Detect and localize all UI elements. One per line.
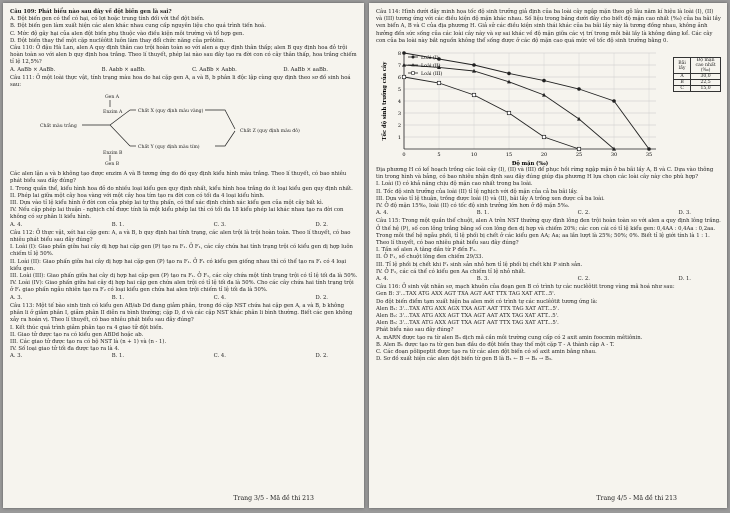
question-113: Câu 113: Một tế bào sinh tinh có kiểu gen AB/ab Dd đang giảm phân, trong đó cặp NST chứa hai cặp gen A, a và B, b không phân li ở giảm phân I, giảm phân II diễn ra bình thường; cặp D, d và các cặp NST khác phân li bình thường. Biết các gen không xảy ra hoán vị. Theo lí thuyết, có bao nhiêu phát biểu sau đây đúng?	[10, 302, 353, 324]
legend-marker	[412, 56, 415, 59]
y-tick-label: 7	[397, 62, 401, 69]
data-point	[577, 87, 581, 91]
q109-option-a: A. Đột biến gen có thể có hại, có lợi hoặc trung tính đối với thể đột biến.	[10, 16, 205, 23]
q111-body-3: III. Dựa vào tỉ lệ kiểu hình ở đời con của phép lai tự thụ phấn, có thể xác định chính xác kiểu gen của một cây bất kì.	[10, 200, 324, 207]
table-cell: 22,5	[691, 80, 721, 86]
x-tick-label: 35	[645, 152, 653, 159]
enzim-b-label: Enzim B	[103, 151, 123, 157]
data-point	[472, 93, 475, 96]
question-115: Câu 115: Trong một quần thể chuột, alen A trên NST thường quy định lông đen trội hoàn toàn so với alen a quy định lông trắng. Ở thế hệ (P), số con lông trắng bằng số con lông đen dị hợp và chiếm 20%; các con cái có tỉ lệ kiểu gen: 0,4AA : 0,4Aa : 0,2aa. Trong mỗi thế hệ ngẫu phối, tỉ lệ phối bị chết ở các kiểu gen AA; Aa; aa lần lượt là 25%; 50%; 0%. Biết tỉ lệ giới tính là 1 : 1. Theo lí thuyết, có bao nhiêu phát biểu sau đây đúng?	[376, 218, 721, 247]
legend-label: Loài (I)	[421, 55, 439, 61]
q114-option-a: A. 4.	[376, 210, 389, 217]
q114-body-2: II. Tốc độ sinh trưởng của loài (II) tỉ lệ nghịch với độ mặn của cả ba bãi lầy.	[376, 188, 578, 195]
q114-option-b: B. 1.	[476, 210, 490, 217]
y-to-z	[215, 131, 235, 146]
gen-b-label: Gen B	[105, 162, 120, 168]
data-point	[542, 135, 545, 138]
x-tick-label: 20	[540, 152, 548, 159]
branch-to-y	[110, 125, 130, 146]
y-tick-label: 6	[397, 74, 401, 81]
q112-option-b: B. 1.	[111, 294, 125, 301]
question-114: Câu 114: Hình dưới đây minh họa tốc độ sinh trưởng giả định của ba loài cây ngập mặn theo gỗ lâu năm kí hiệu là loài (I), (II) và (III) tương ứng với các điều kiện độ mặn khác nhau. Số liệu trong bảng dưới đây cho biết độ mặn cao nhất (‰) của ba bãi lầy ven biển A, B và C của địa phương H. Giả sử các điều kiện sinh thái khác của ba bãi lầy này là tương đồng nhau, không ảnh hưởng đến sức sống của các loài cây này và sự sai khác về độ mặn giữa các vị trí trong mỗi bãi lầy là không đáng kể. Các cây con của ba loài này bắt nguồn không thể sống được ở các độ mặn cao quá mức về tốc độ sinh trưởng bằng 0.	[376, 9, 721, 44]
q115-option-d: D. 1.	[678, 276, 691, 283]
enzim-a-label: Enzim A	[103, 110, 123, 116]
data-point	[542, 79, 546, 83]
q115-body-2: III. Tỉ lệ phối bị chết khi F₁ sinh sản nhỏ hơn tỉ lệ phối bị chết khi P sinh sản.	[376, 261, 583, 268]
q109-option-d: D. Đột biến thay thế một cặp nuclêôtit luôn làm thay đổi chức năng của prôtêin.	[10, 37, 225, 44]
q111-option-b: B. 1.	[111, 221, 125, 228]
q116-body-5: Phát biểu nào sau đây đúng?	[376, 327, 454, 334]
q114-body-3: III. Dựa vào tỉ lệ thuận, trồng được loài (I) và (II), bãi lầy A trồng xen được cả ba loài.	[376, 195, 605, 202]
data-point	[402, 75, 405, 78]
q112-body-3: IV. Loài (IV): Giao phấn giữa hai cây dị hợp hai cặp gen chứa alen trội có tỉ lệ tối đa là 50%. Cho các cây chứa hai tính trạng trội ở F₁ giao phấn ngẫu nhiên tạo ra F₂ có loại kiểu gen chứa hai alen trội chiếm tỉ lệ tối đa là 50%.	[10, 280, 354, 294]
y-axis-label: Tốc độ sinh trưởng của cây	[382, 61, 388, 141]
q110-option-c: C. AaBb × Aabb.	[192, 66, 237, 73]
left-page	[3, 3, 364, 508]
chat-z-label: Chất Z (quy định màu đỏ)	[240, 129, 300, 135]
x-tick-label: 5	[437, 152, 441, 159]
q114-option-d: D. 3.	[678, 210, 691, 217]
q112-option-a: A. 3.	[10, 294, 23, 301]
q116-body-0: Gen B: 3'...TAX ATG AXX AGT TXA AGT AAT TTX TAG XAT ATT...5'.	[376, 291, 556, 298]
table-cell: 15,0	[691, 86, 721, 92]
q116-body-3: Alen B₂: 3'...TAX ATG AXX AGT TXA AGT AAT ATX TAG XAT ATT...5'.	[376, 313, 559, 320]
y-tick-label: 8	[397, 50, 401, 57]
q114-body-0: Địa phương H có kế hoạch trồng các loài cây (I), (II) và (III) để phục hồi rừng ngập mặn ở ba bãi lầy A, B và C. Dựa vào thông tin trong hình và bảng, có bao nhiêu nhận định sau đây đúng giúp địa phương H lựa chọn các loài cây này cho phù hợp?	[376, 167, 714, 181]
table-header-site: Bãi lầy	[674, 58, 691, 74]
y-tick-label: 5	[397, 86, 401, 93]
q109-option-b: B. Đột biến gen làm xuất hiện các alen khác nhau cung cấp nguyên liệu cho quá trình tiến hoá.	[10, 23, 266, 30]
question-109: Câu 109: Phát biểu nào sau đây về đột biến gen là sai?	[10, 9, 172, 15]
data-point	[472, 63, 476, 67]
q113-body-3: IV. Số loại giao tử tối đa được tạo ra là 4.	[10, 346, 120, 353]
q112-body-1: II. Loài (II): Giao phấn giữa hai cây dị hợp hai cặp gen (P) tạo ra F₁. Ở F₁ có kiểu gen giống nhau thì có thể tạo ra F₁ có 4 loại kiểu gen.	[10, 258, 347, 272]
question-111: Câu 111: Ở một loài thực vật, tính trạng màu hoa do hai cặp gen A, a và B, b phân li độc lập cùng quy định theo sơ đồ sinh hoá sau:	[10, 74, 351, 89]
x-tick-label: 0	[402, 152, 406, 159]
x-tick-label: 30	[610, 152, 618, 159]
data-point	[402, 51, 406, 55]
q113-body-2: III. Các giao tử được tạo ra có bộ NST là (n + 1) và (n - 1).	[10, 338, 167, 345]
q110-options	[10, 67, 358, 74]
q115-body-1: II. Ở F₁, số chuột lông đen chiếm 29/33.	[376, 254, 484, 261]
x-tick-label: 15	[505, 152, 513, 159]
table-cell: A	[674, 74, 691, 80]
q114-body-4: IV. Ở độ mặn 15‰, loài (II) có tốc độ sinh trưởng lớn hơn ở độ mặn 5‰.	[376, 203, 570, 210]
q111-options	[10, 222, 358, 229]
salinity-table	[673, 57, 721, 92]
x-to-z	[205, 110, 235, 129]
q110-option-a: A. AaBb × AaBb.	[10, 66, 56, 73]
x-tick-label: 10	[470, 152, 478, 159]
q116-body-4: Alen B₃: 3'...TAX ATG AXX AGT TXA AGT AAT TTX TAG XAT ATT...5'.	[376, 320, 559, 327]
y-tick-label: 3	[397, 110, 401, 117]
q116-body-6: A. mARN được tạo ra từ alen B₃ dịch mã cần môi trường cung cấp có 2 axit amin foocmin mêtiônin.	[376, 334, 643, 341]
data-point	[612, 99, 616, 103]
pathway-svg	[10, 91, 358, 169]
data-point	[577, 117, 581, 121]
gen-a-label: Gen A	[105, 95, 120, 101]
q113-body-1: II. Giao tử được tạo ra có kiểu gen ABDd hoặc ab.	[10, 331, 144, 338]
q115-option-c: C. 2.	[577, 276, 590, 283]
q111-body-4: IV. Nếu cặp phép lai thuận - nghịch chỉ được tính là một kiểu phép lai thì có tối đa 18 kiểu phép lai khác nhau tạo ra đời con không có sự phân li kiểu hình.	[10, 207, 344, 221]
q112-option-d: D. 2.	[315, 294, 328, 301]
q115-options	[376, 276, 721, 283]
biochemical-pathway-diagram	[10, 91, 358, 169]
q116-body-1: Do đột biến điểm tạm xuất hiện ba alen mới có trình tự các nuclêôtit tương ứng là:	[376, 298, 598, 305]
page-footer-left: Trang 3/5 - Mã đề thi 213	[233, 495, 314, 502]
q112-body-2: III. Loài (III): Giao phấn giữa hai cây dị hợp hai cặp gen (P) tạo ra F₁. Ở F₁, các cây chứa một tính trạng trội có tỉ lệ tối đa là 50%.	[10, 273, 358, 280]
question-110: Câu 110: Ở đậu Hà Lan, alen A quy định thân cao trội hoàn toàn so với alen a quy định thân thấp; alen B quy định hoa đỏ trội hoàn toàn so với alen b quy định hoa trắng. Theo lí thuyết, phép lai nào sau đây tạo ra đời con có cây thân thấp, hoa trắng chiếm tỉ lệ 12,5%?	[10, 45, 357, 66]
question-112: Câu 112: Ở thực vật, xét hai cặp gen: A, a và B, b quy định hai tính trạng, các alen trội là trội hoàn toàn. Theo lí thuyết, có bao nhiêu phát biểu sau đây đúng?	[10, 229, 351, 244]
q115-body-0: I. Tần số alen A tăng dần từ P đến F₂.	[376, 247, 477, 254]
q116-body-2: Alen B₁: 3'...TAX ATG AXX AGX TXA AGT AAT TTX TAG XAT ATT...5'.	[376, 305, 560, 312]
data-point	[577, 147, 580, 150]
q113-option-c: C. 4.	[213, 353, 226, 360]
legend-label: Loài (III)	[421, 71, 443, 77]
right-column	[376, 9, 721, 364]
q112-option-c: C. 4.	[213, 294, 226, 301]
growth-chart	[376, 47, 666, 167]
q111-body-1: I. Trong quần thể, kiểu hình hoa đỏ do nhiều loại kiểu gen quy định nhất, kiểu hình hoa trắng do ít loại kiểu gen quy định nhất.	[10, 185, 353, 192]
q109-option-c: C. Mức độ gây hại của alen đột biến phụ thuộc vào điều kiện môi trường và tổ hợp gen.	[10, 30, 245, 37]
q113-option-b: B. 1.	[111, 353, 125, 360]
q113-option-a: A. 3.	[10, 353, 23, 360]
right-page	[369, 3, 727, 508]
data-point	[437, 81, 440, 84]
q111-body-2: II. Phép lai giữa một cây hoa vàng với một cây hoa tím tạo ra đời con có tối đa 4 loại kiểu hình.	[10, 192, 265, 199]
growth-chart-area	[376, 47, 721, 167]
legend-marker	[412, 72, 415, 75]
q116-body-7: B. Alen B₁ được tạo ra từ gen ban đầu do đột biến thay thế một cặp T - A thành cặp A - T.	[376, 341, 615, 348]
table-cell: 30,0	[691, 74, 721, 80]
data-point	[507, 72, 511, 76]
table-header-salinity: Độ mặn cao nhất (‰)	[691, 58, 721, 74]
table-cell: C	[674, 86, 691, 92]
q110-option-d: D. AaBb × aaBb.	[283, 66, 328, 73]
q113-option-d: D. 2.	[315, 353, 328, 360]
q112-body-0: I. Loài (I): Giao phấn giữa hai cây dị hợp hai cặp gen (P) tạo ra F₁. Ở F₁, các cây chứa hai tính trạng trội có kiểu gen dị hợp luôn chiếm tỉ lệ 50%.	[10, 244, 353, 258]
legend-label: Loài (II)	[421, 63, 441, 69]
left-column	[10, 9, 358, 362]
q111-option-d: D. 2.	[315, 221, 328, 228]
q115-option-a: A. 4.	[376, 276, 389, 283]
q113-options	[10, 353, 358, 360]
q110-option-b: B. Aabb × aaBb.	[101, 66, 146, 73]
q116-body-8: C. Các đoạn pôlipeptit được tạo ra từ các alen đột biến có số axit amin bằng nhau.	[376, 349, 597, 356]
y-tick-label: 1	[397, 134, 401, 141]
data-point	[647, 147, 651, 151]
q111-body-0: Các alen lặn a và b không tạo được enzim A và B tương ứng do đó quy định kiểu hình màu trắng. Theo lí thuyết, có bao nhiêu phát biểu sau đây đúng?	[10, 171, 347, 185]
chat-x-label: Chất X (quy định màu vàng)	[138, 109, 204, 115]
page-footer-right: Trang 4/5 - Mã đề thi 213	[596, 495, 677, 502]
table-cell: B	[674, 80, 691, 86]
y-tick-label: 2	[397, 122, 401, 129]
q114-body-1: I. Loài (I) có khả năng chịu độ mặn cao nhất trong ba loài.	[376, 181, 533, 188]
y-tick-label: 4	[397, 98, 401, 105]
x-axis-label: Độ mặn (‰)	[511, 161, 549, 168]
x-tick-label: 25	[575, 152, 583, 159]
data-point	[507, 111, 510, 114]
q113-body-0: I. Kết thúc quá trình giảm phân tạo ra 4 giao tử đột biến.	[10, 324, 164, 331]
chat-trang-label: Chất màu trắng	[40, 124, 77, 130]
q111-option-c: C. 3.	[213, 221, 226, 228]
q114-options	[376, 210, 721, 217]
q111-option-a: A. 4.	[10, 221, 23, 228]
chat-y-label: Chất Y (quy định màu tím)	[138, 145, 200, 151]
q112-options	[10, 295, 358, 302]
q116-body-9: D. Sơ đồ xuất hiện các alen đột biến từ gen B là B₁ ← B → B₂ → B₃.	[376, 356, 553, 363]
q114-option-c: C. 2.	[577, 210, 590, 217]
q115-body-3: IV. Ở F₂, các cá thể có kiểu gen Aa chiếm tỉ lệ nhỏ nhất.	[376, 268, 526, 275]
question-116: Câu 116: Ở sinh vật nhân sơ, mạch khuôn của đoạn gen B có trình tự các nuclêôtit trong vùng mã hoá như sau:	[376, 284, 675, 291]
q115-option-b: B. 3.	[476, 276, 490, 283]
